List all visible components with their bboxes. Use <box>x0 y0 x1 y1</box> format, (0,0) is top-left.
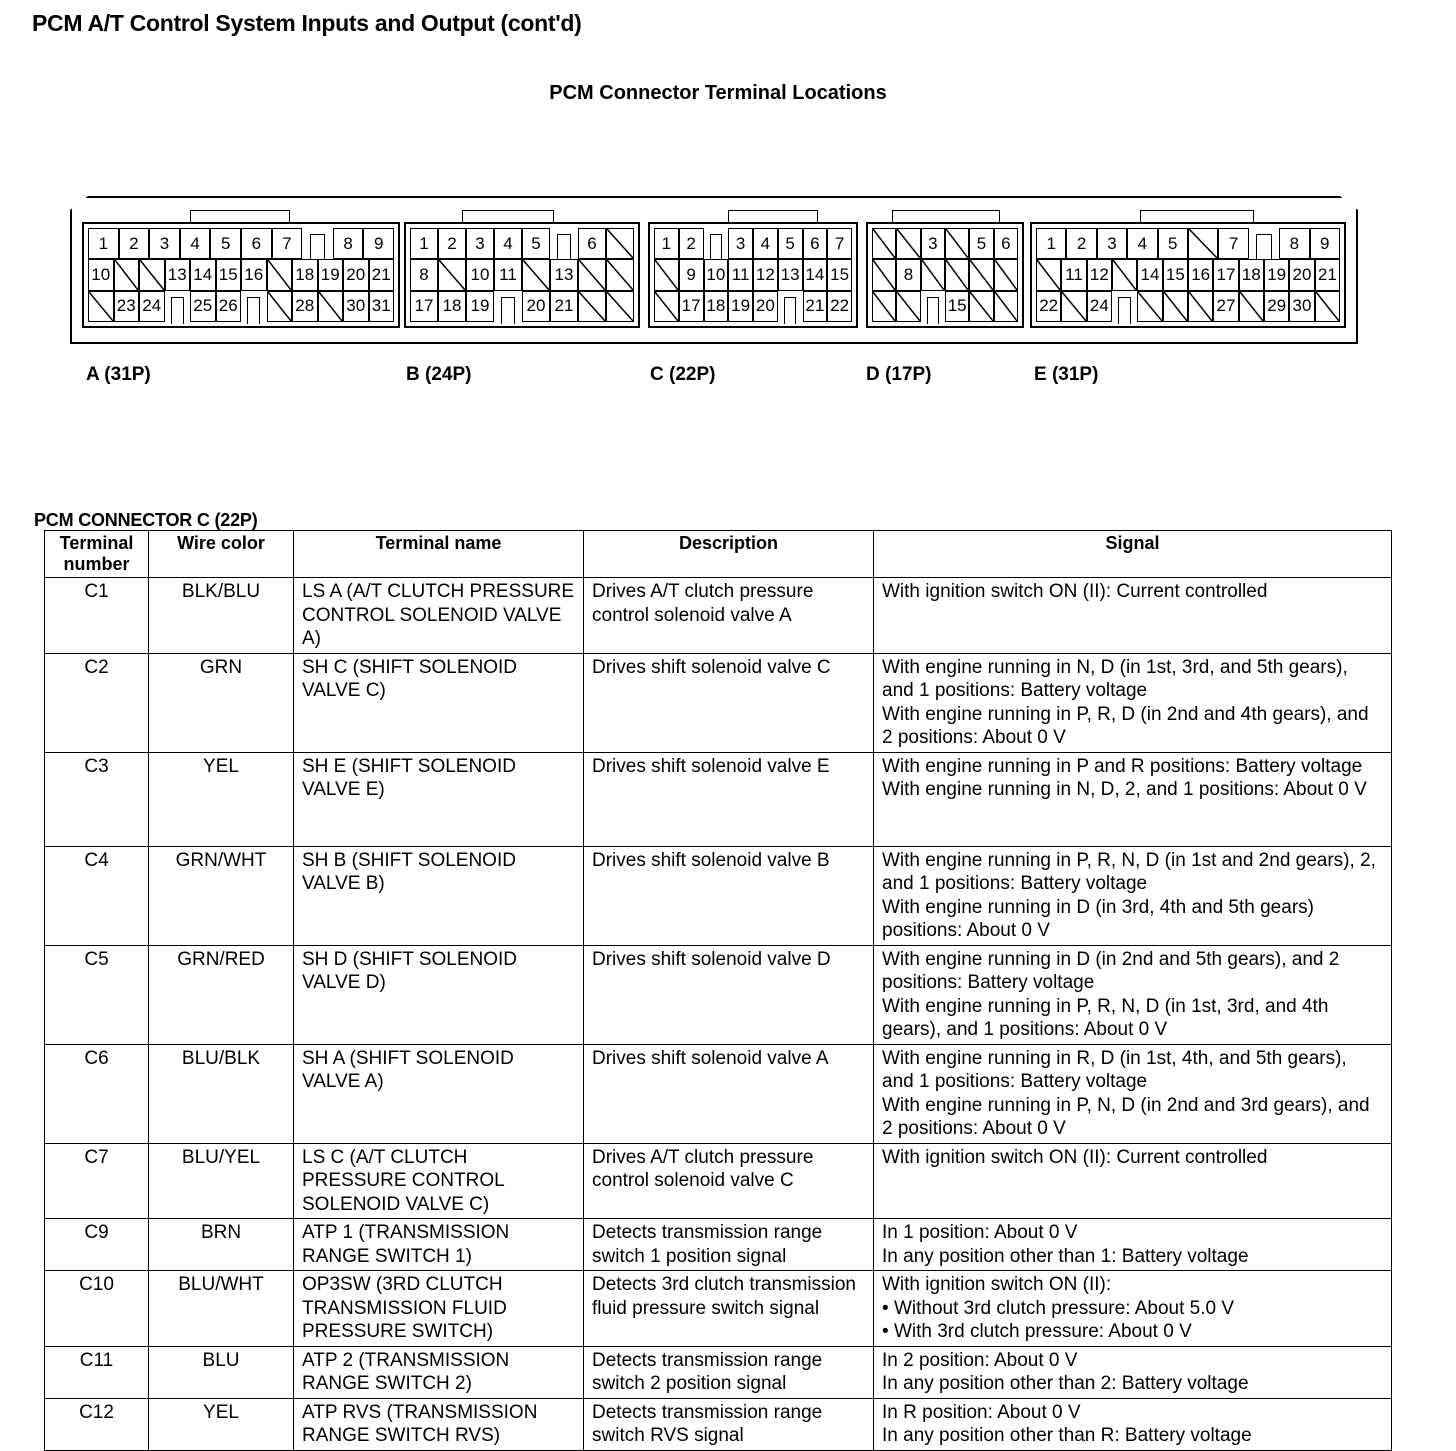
key-notch <box>778 291 803 322</box>
table-row <box>45 1143 1392 1219</box>
blank-terminal <box>522 259 550 290</box>
terminal-cell: 1 <box>410 228 438 259</box>
blank-terminal <box>1239 291 1264 322</box>
cell-wire-color: GRN/WHT <box>149 846 294 945</box>
blank-terminal <box>1188 228 1218 259</box>
terminal-cell: 24 <box>1087 291 1112 322</box>
terminal-cell: 15 <box>216 259 242 290</box>
key-notch <box>302 228 333 259</box>
terminal-cell: 10 <box>704 259 729 290</box>
terminal-cell: 19 <box>318 259 344 290</box>
terminal-cell: 20 <box>522 291 550 322</box>
blank-terminal <box>896 291 920 322</box>
cell-signal <box>874 945 1392 1044</box>
terminal-cell: 29 <box>1264 291 1289 322</box>
cell-description: Drives shift solenoid valve D <box>584 945 874 1044</box>
cell-description: Detects transmission range switch 1 position signal <box>584 1219 874 1271</box>
key-notch <box>165 291 191 322</box>
key-notch <box>704 228 729 259</box>
terminal-cell: 8 <box>333 228 364 259</box>
cell-wire-color: BLU/BLK <box>149 1044 294 1143</box>
connector-label: D (17P) <box>866 364 932 385</box>
cell-terminal-name: ATP 2 (TRANSMISSION RANGE SWITCH 2) <box>294 1346 584 1398</box>
cell-terminal: C3 <box>45 752 149 846</box>
signal-line: With engine running in P, R, N, D (in 1st and 2nd gears), 2, and 1 positions: Battery voltage <box>882 849 1376 894</box>
blank-terminal <box>1137 291 1162 322</box>
connector-label: A (31P) <box>86 364 151 385</box>
cell-terminal: C2 <box>45 653 149 752</box>
header-terminal-name: Terminal name <box>294 531 584 578</box>
terminal-cell: 8 <box>1279 228 1309 259</box>
signal-bullet: • Without 3rd clutch pressure: About 5.0 V <box>882 1297 1383 1321</box>
cell-terminal: C6 <box>45 1044 149 1143</box>
terminal-cell: 14 <box>803 259 828 290</box>
terminal-cell: 5 <box>1158 228 1188 259</box>
signal-line: In 2 position: About 0 V <box>882 1349 1078 1371</box>
terminal-cell: 30 <box>1289 291 1314 322</box>
terminal-cell: 8 <box>410 259 438 290</box>
cell-wire-color: BRN <box>149 1219 294 1271</box>
connector-label: C (22P) <box>650 364 716 385</box>
signal-line: In 1 position: About 0 V <box>882 1222 1078 1243</box>
cell-description: Drives shift solenoid valve E <box>584 752 874 846</box>
diagram-title: PCM Connector Terminal Locations <box>549 82 887 104</box>
cell-description: Drives A/T clutch pressure control solenoid valve A <box>584 578 874 654</box>
terminal-cell: 12 <box>1087 259 1112 290</box>
terminal-cell: 18 <box>292 259 318 290</box>
cell-signal <box>874 1143 1392 1219</box>
connector-c <box>648 222 858 328</box>
cell-terminal-name: SH D (SHIFT SOLENOID VALVE D) <box>294 945 584 1044</box>
terminal-cell: 1 <box>88 228 119 259</box>
cell-description: Drives shift solenoid valve A <box>584 1044 874 1143</box>
table-row <box>45 1398 1392 1450</box>
terminal-cell: 8 <box>896 259 920 290</box>
terminal-cell: 4 <box>1127 228 1157 259</box>
signal-line: With engine running in P, N, D (in 2nd and 3rd gears), and 2 positions: About 0 V <box>882 1094 1370 1139</box>
terminal-cell: 11 <box>1061 259 1086 290</box>
cell-terminal-name: LS A (A/T CLUTCH PRESSURE CONTROL SOLENOID VALVE A) <box>294 578 584 654</box>
cell-terminal-name: SH A (SHIFT SOLENOID VALVE A) <box>294 1044 584 1143</box>
blank-terminal <box>1061 291 1086 322</box>
cell-description: Drives shift solenoid valve B <box>584 846 874 945</box>
terminal-cell: 22 <box>827 291 852 322</box>
terminal-cell: 5 <box>778 228 803 259</box>
blank-terminal <box>1112 259 1137 290</box>
terminal-cell: 28 <box>292 291 318 322</box>
cell-wire-color: GRN/RED <box>149 945 294 1044</box>
blank-terminal <box>1188 291 1213 322</box>
cell-signal <box>874 578 1392 654</box>
cell-description: Drives shift solenoid valve C <box>584 653 874 752</box>
terminal-cell: 13 <box>550 259 578 290</box>
signal-line: With engine running in D (in 3rd, 4th and 5th gears) positions: About 0 V <box>882 896 1314 941</box>
cell-signal <box>874 653 1392 752</box>
signal-line: In any position other than 1: Battery voltage <box>882 1245 1249 1267</box>
terminal-cell: 24 <box>139 291 165 322</box>
cell-terminal: C9 <box>45 1219 149 1271</box>
table-row <box>45 1219 1392 1271</box>
blank-terminal <box>318 291 344 322</box>
terminal-cell: 15 <box>827 259 852 290</box>
cell-terminal-name: SH B (SHIFT SOLENOID VALVE B) <box>294 846 584 945</box>
key-notch <box>494 291 522 322</box>
blank-terminal <box>896 228 920 259</box>
terminal-cell: 27 <box>1213 291 1238 322</box>
cell-terminal: C12 <box>45 1398 149 1450</box>
key-notch <box>1249 228 1279 259</box>
terminal-cell: 17 <box>679 291 704 322</box>
table-row <box>45 578 1392 654</box>
cell-wire-color: YEL <box>149 1398 294 1450</box>
terminal-cell: 2 <box>119 228 150 259</box>
terminal-cell: 6 <box>803 228 828 259</box>
terminal-cell: 26 <box>216 291 242 322</box>
terminal-cell: 21 <box>1315 259 1340 290</box>
terminal-cell: 5 <box>210 228 241 259</box>
terminal-cell: 18 <box>1239 259 1264 290</box>
terminal-cell: 14 <box>190 259 216 290</box>
terminal-cell: 14 <box>1137 259 1162 290</box>
blank-terminal <box>945 228 969 259</box>
table-row <box>45 1346 1392 1398</box>
terminal-cell: 20 <box>753 291 778 322</box>
cell-description: Detects transmission range switch RVS signal <box>584 1398 874 1450</box>
terminal-cell: 6 <box>241 228 272 259</box>
cell-wire-color: GRN <box>149 653 294 752</box>
blank-terminal <box>1036 259 1061 290</box>
cell-wire-color: BLU/YEL <box>149 1143 294 1219</box>
signal-bullet-list <box>882 1297 1383 1344</box>
cell-terminal-name: ATP RVS (TRANSMISSION RANGE SWITCH RVS) <box>294 1398 584 1450</box>
terminal-cell: 13 <box>778 259 803 290</box>
terminal-cell: 1 <box>1036 228 1066 259</box>
signal-line: In any position other than R: Battery voltage <box>882 1425 1252 1446</box>
cell-terminal: C1 <box>45 578 149 654</box>
terminal-cell: 1 <box>654 228 679 259</box>
connector-d <box>866 222 1024 328</box>
connector-b <box>404 222 640 328</box>
terminal-cell: 12 <box>753 259 778 290</box>
terminal-cell: 16 <box>1188 259 1213 290</box>
blank-terminal <box>578 259 606 290</box>
signal-bullet: • With 3rd clutch pressure: About 0 V <box>882 1320 1383 1344</box>
cell-signal <box>874 752 1392 846</box>
terminal-cell: 10 <box>88 259 114 290</box>
blank-terminal <box>606 291 634 322</box>
blank-terminal <box>267 259 293 290</box>
terminal-cell: 6 <box>994 228 1018 259</box>
signal-line: In R position: About 0 V <box>882 1401 1081 1423</box>
blank-terminal <box>88 291 114 322</box>
terminal-cell: 25 <box>190 291 216 322</box>
header-wire-color: Wire color <box>149 531 294 578</box>
cell-terminal: C5 <box>45 945 149 1044</box>
blank-terminal <box>1163 291 1188 322</box>
key-notch <box>550 228 578 259</box>
terminal-cell: 2 <box>438 228 466 259</box>
blank-terminal <box>872 259 896 290</box>
signal-line: With engine running in P, R, N, D (in 1st, 3rd, and 4th gears), and 1 positions: About 0 V <box>882 995 1329 1040</box>
cell-signal <box>874 1271 1392 1347</box>
terminal-cell: 5 <box>522 228 550 259</box>
terminal-cell: 19 <box>1264 259 1289 290</box>
signal-line: With engine running in N, D (in 1st, 3rd, and 5th gears), and 1 positions: Battery voltage <box>882 656 1348 701</box>
blank-terminal <box>994 291 1018 322</box>
cell-description: Detects 3rd clutch transmission fluid pressure switch signal <box>584 1271 874 1347</box>
cell-wire-color: YEL <box>149 752 294 846</box>
cell-terminal-name: OP3SW (3RD CLUTCH TRANSMISSION FLUID PRESSURE SWITCH) <box>294 1271 584 1347</box>
table-row <box>45 752 1392 846</box>
terminal-cell: 4 <box>494 228 522 259</box>
signal-line: With engine running in P, R, D (in 2nd and 4th gears), and 2 positions: About 0 V <box>882 703 1369 748</box>
terminal-cell: 9 <box>363 228 394 259</box>
terminal-cell: 18 <box>438 291 466 322</box>
terminal-cell: 21 <box>803 291 828 322</box>
cell-wire-color: BLU <box>149 1346 294 1398</box>
signal-line: With ignition switch ON (II): Current controlled <box>882 1146 1268 1168</box>
terminal-cell: 16 <box>241 259 267 290</box>
blank-terminal <box>114 259 140 290</box>
signal-line: With ignition switch ON (II): <box>882 1274 1112 1295</box>
signal-line: With ignition switch ON (II): Current controlled <box>882 581 1268 602</box>
blank-terminal <box>969 259 993 290</box>
table-row <box>45 846 1392 945</box>
cell-signal <box>874 846 1392 945</box>
terminal-cell: 17 <box>410 291 438 322</box>
terminal-cell: 17 <box>1213 259 1238 290</box>
terminal-cell: 11 <box>728 259 753 290</box>
cell-terminal-name: LS C (A/T CLUTCH PRESSURE CONTROL SOLENOID VALVE C) <box>294 1143 584 1219</box>
blank-terminal <box>872 291 896 322</box>
cell-wire-color: BLU/WHT <box>149 1271 294 1347</box>
blank-terminal <box>267 291 293 322</box>
terminal-cell: 30 <box>343 291 369 322</box>
terminal-cell: 5 <box>969 228 993 259</box>
terminal-cell: 7 <box>827 228 852 259</box>
terminal-cell: 4 <box>180 228 211 259</box>
header-terminal: Terminal number <box>45 531 149 578</box>
terminal-cell: 2 <box>1066 228 1096 259</box>
terminal-cell: 22 <box>1036 291 1061 322</box>
key-notch <box>1112 291 1137 322</box>
blank-terminal <box>969 291 993 322</box>
cell-terminal: C4 <box>45 846 149 945</box>
page-title: PCM A/T Control System Inputs and Output (cont'd) <box>32 10 582 36</box>
blank-terminal <box>1315 291 1340 322</box>
cell-terminal-name: ATP 1 (TRANSMISSION RANGE SWITCH 1) <box>294 1219 584 1271</box>
terminal-cell: 9 <box>1310 228 1340 259</box>
terminal-cell: 19 <box>466 291 494 322</box>
header-description: Description <box>584 531 874 578</box>
signal-line: With engine running in D (in 2nd and 5th gears), and 2 positions: Battery voltage <box>882 948 1340 993</box>
cell-description: Drives A/T clutch pressure control solenoid valve C <box>584 1143 874 1219</box>
blank-terminal <box>921 259 945 290</box>
terminal-cell: 21 <box>550 291 578 322</box>
terminal-cell: 15 <box>945 291 969 322</box>
terminal-cell: 7 <box>272 228 303 259</box>
cell-signal <box>874 1346 1392 1398</box>
signal-line: With engine running in N, D, 2, and 1 positions: About 0 V <box>882 779 1367 800</box>
terminal-cell: 20 <box>1289 259 1314 290</box>
pcm-connector-table <box>44 530 1392 1451</box>
terminal-cell: 23 <box>114 291 140 322</box>
terminal-cell: 4 <box>753 228 778 259</box>
connector-a <box>82 222 400 328</box>
signal-line: With engine running in R, D (in 1st, 4th, and 5th gears), and 1 positions: Battery voltage <box>882 1047 1347 1092</box>
table-row <box>45 1271 1392 1347</box>
terminal-cell: 9 <box>679 259 704 290</box>
table-header-row <box>45 531 1392 578</box>
connector-label: E (31P) <box>1034 364 1099 385</box>
key-notch <box>241 291 267 322</box>
cell-terminal-name: SH C (SHIFT SOLENOID VALVE C) <box>294 653 584 752</box>
terminal-cell: 19 <box>728 291 753 322</box>
cell-signal <box>874 1398 1392 1450</box>
cell-terminal: C7 <box>45 1143 149 1219</box>
table-row <box>45 945 1392 1044</box>
terminal-cell: 3 <box>921 228 945 259</box>
cell-terminal: C10 <box>45 1271 149 1347</box>
blank-terminal <box>139 259 165 290</box>
connector-label: B (24P) <box>406 364 472 385</box>
terminal-cell: 10 <box>466 259 494 290</box>
table-title: PCM CONNECTOR C (22P) <box>34 510 258 530</box>
cell-terminal: C11 <box>45 1346 149 1398</box>
signal-line: With engine running in P and R positions: Battery voltage <box>882 755 1363 777</box>
cell-wire-color: BLK/BLU <box>149 578 294 654</box>
terminal-cell: 18 <box>704 291 729 322</box>
blank-terminal <box>945 259 969 290</box>
terminal-cell: 3 <box>466 228 494 259</box>
terminal-cell: 2 <box>679 228 704 259</box>
cell-signal <box>874 1044 1392 1143</box>
key-notch <box>921 291 945 322</box>
header-signal: Signal <box>874 531 1392 578</box>
cell-description: Detects transmission range switch 2 position signal <box>584 1346 874 1398</box>
blank-terminal <box>438 259 466 290</box>
terminal-cell: 3 <box>728 228 753 259</box>
blank-terminal <box>994 259 1018 290</box>
cell-terminal-name: SH E (SHIFT SOLENOID VALVE E) <box>294 752 584 846</box>
cell-signal <box>874 1219 1392 1271</box>
blank-terminal <box>578 291 606 322</box>
blank-terminal <box>654 291 679 322</box>
terminal-cell: 20 <box>343 259 369 290</box>
signal-line: In any position other than 2: Battery voltage <box>882 1373 1249 1394</box>
terminal-cell: 21 <box>369 259 395 290</box>
terminal-cell: 6 <box>578 228 606 259</box>
terminal-cell: 11 <box>494 259 522 290</box>
blank-terminal <box>606 228 634 259</box>
table-row <box>45 653 1392 752</box>
table-row <box>45 1044 1392 1143</box>
blank-terminal <box>654 259 679 290</box>
terminal-cell: 7 <box>1218 228 1248 259</box>
terminal-cell: 31 <box>369 291 395 322</box>
terminal-cell: 3 <box>149 228 180 259</box>
blank-terminal <box>606 259 634 290</box>
terminal-cell: 15 <box>1163 259 1188 290</box>
terminal-cell: 3 <box>1097 228 1127 259</box>
blank-terminal <box>872 228 896 259</box>
connector-e <box>1030 222 1346 328</box>
terminal-cell: 13 <box>165 259 191 290</box>
